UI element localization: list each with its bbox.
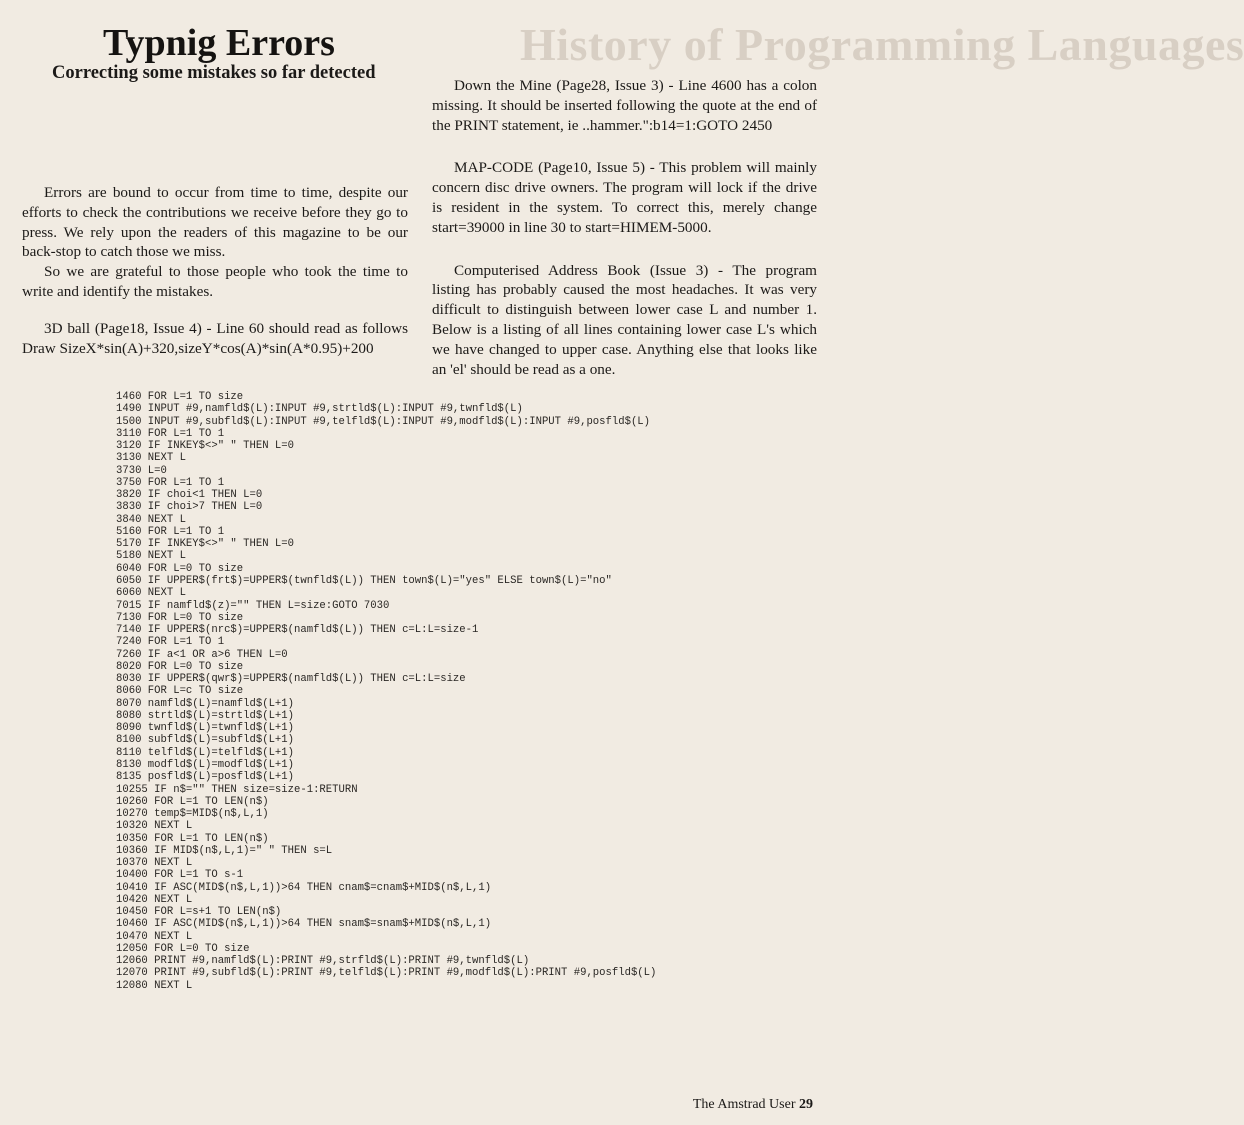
listing-line: 7240 FOR L=1 TO 1 bbox=[116, 636, 225, 649]
listing-line: 6040 FOR L=0 TO size bbox=[116, 562, 244, 575]
background-heading: History of Programming Languages bbox=[520, 19, 1244, 70]
listing-line: 8130 modfld$(L)=modfld$(L+1) bbox=[116, 758, 295, 771]
listing-line: 12050 FOR L=0 TO size bbox=[116, 942, 250, 955]
listing-line: 8090 twnfld$(L)=twnfld$(L+1) bbox=[116, 722, 295, 735]
listing-line: 5170 IF INKEY$<>" " THEN L=0 bbox=[116, 538, 295, 551]
listing-line: 3110 FOR L=1 TO 1 bbox=[116, 427, 225, 440]
listing-line: 1460 FOR L=1 TO size bbox=[116, 391, 244, 403]
listing-line: 10255 IF n$="" THEN size=size-1:RETURN bbox=[116, 783, 358, 796]
article-subtitle: Correcting some mistakes so far detected bbox=[52, 63, 376, 83]
listing-line: 1500 INPUT #9,subfld$(L):INPUT #9,telfld$(L):INPUT #9,modfld$(L):INPUT #9,posfld$(L) bbox=[116, 415, 651, 428]
listing-line: 10260 FOR L=1 TO LEN(n$) bbox=[116, 795, 269, 808]
listing-line: 8060 FOR L=c TO size bbox=[116, 685, 244, 698]
listing-line: 7015 IF namfld$(z)="" THEN L=size:GOTO 7030 bbox=[116, 599, 390, 612]
listing-line: 3120 IF INKEY$<>" " THEN L=0 bbox=[116, 440, 295, 453]
listing-line: 10370 NEXT L bbox=[116, 857, 193, 870]
listing-line: 12070 PRINT #9,subfld$(L):PRINT #9,telfld$(L):PRINT #9,modfld$(L):PRINT #9,posfld$(L) bbox=[116, 967, 657, 980]
listing-line: 3750 FOR L=1 TO 1 bbox=[116, 476, 225, 489]
listing-line: 10270 temp$=MID$(n$,L,1) bbox=[116, 808, 269, 821]
listing-line: 8100 subfld$(L)=subfld$(L+1) bbox=[116, 734, 295, 747]
program-listing bbox=[116, 391, 796, 992]
listing-line: 3730 L=0 bbox=[116, 464, 167, 477]
listing-line: 8135 posfld$(L)=posfld$(L+1) bbox=[116, 771, 295, 784]
listing-line: 3840 NEXT L bbox=[116, 513, 186, 526]
listing-line: 5160 FOR L=1 TO 1 bbox=[116, 525, 225, 538]
listing-line: 12080 NEXT L bbox=[116, 979, 193, 992]
listing-line: 8070 namfld$(L)=namfld$(L+1) bbox=[116, 697, 295, 710]
listing-line: 10320 NEXT L bbox=[116, 820, 193, 833]
listing-line: 8020 FOR L=0 TO size bbox=[116, 660, 244, 673]
paragraph-3d-ball: 3D ball (Page18, Issue 4) - Line 60 should read as follows Draw SizeX*sin(A)+320,sizeY*cos(A)*sin(A*0.95)+200 bbox=[22, 319, 408, 357]
listing-line: 6050 IF UPPER$(frt$)=UPPER$(twnfld$(L)) THEN town$(L)="yes" ELSE town$(L)="no" bbox=[116, 574, 612, 587]
left-column bbox=[22, 183, 408, 358]
paragraph-thanks: So we are grateful to those people who took the time to write and identify the mistakes. bbox=[22, 263, 408, 300]
listing-line: 5180 NEXT L bbox=[116, 550, 186, 563]
paragraph-address-book: Computerised Address Book (Issue 3) - The program listing has probably caused the most headaches. It was very difficult to distinguish between lower case L and number 1. Below is a listing of all lines containing lower case L's which we have changed to upper case. Anything else that looks like an 'el' should be read as a one. bbox=[432, 261, 817, 378]
listing-line: 3830 IF choi>7 THEN L=0 bbox=[116, 501, 263, 514]
magazine-name: The Amstrad User bbox=[692, 1097, 796, 1112]
listing-line: 10470 NEXT L bbox=[116, 930, 193, 943]
listing-line: 3130 NEXT L bbox=[116, 452, 186, 465]
page-footer bbox=[693, 1097, 813, 1113]
listing-line: 7130 FOR L=0 TO size bbox=[116, 611, 244, 624]
paragraph-intro: Errors are bound to occur from time to time, despite our efforts to check the contributions we receive before they go to press. We rely upon the readers of this magazine to be our back-stop to catch those we miss. bbox=[22, 184, 408, 261]
paragraph-down-the-mine: Down the Mine (Page28, Issue 3) - Line 4600 has a colon missing. It should be inserted following the quote at the end of the PRINT statement, ie ..hammer.":b14=1:GOTO 2450 bbox=[432, 77, 817, 134]
listing-line: 12060 PRINT #9,namfld$(L):PRINT #9,strfld$(L):PRINT #9,twnfld$(L) bbox=[116, 955, 530, 968]
paragraph-map-code: MAP-CODE (Page10, Issue 5) - This problem will mainly concern disc drive owners. The program will lock if the drive is resident in the system. To correct this, merely change start=39000 in line 30 to start=HIMEM-5000. bbox=[432, 159, 817, 236]
listing-line: 10400 FOR L=1 TO s-1 bbox=[116, 869, 244, 882]
listing-line: 7140 IF UPPER$(nrc$)=UPPER$(namfld$(L)) THEN c=L:L=size-1 bbox=[116, 624, 479, 637]
listing-line: 6060 NEXT L bbox=[116, 587, 186, 600]
listing-line: 3820 IF choi<1 THEN L=0 bbox=[116, 489, 263, 502]
listing-line: 8030 IF UPPER$(qwr$)=UPPER$(namfld$(L)) THEN c=L:L=size bbox=[116, 673, 466, 686]
listing-line: 10450 FOR L=s+1 TO LEN(n$) bbox=[116, 906, 282, 919]
listing-line: 10360 IF MID$(n$,L,1)=" " THEN s=L bbox=[116, 844, 333, 857]
listing-line: 8080 strtld$(L)=strtld$(L+1) bbox=[116, 709, 295, 722]
right-column bbox=[432, 76, 817, 379]
listing-line: 7260 IF a<1 OR a>6 THEN L=0 bbox=[116, 648, 288, 661]
listing-line: 10420 NEXT L bbox=[116, 893, 193, 906]
listing-line: 1490 INPUT #9,namfld$(L):INPUT #9,strtld$(L):INPUT #9,twnfld$(L) bbox=[116, 403, 523, 416]
listing-line: 10410 IF ASC(MID$(n$,L,1))>64 THEN cnam$=cnam$+MID$(n$,L,1) bbox=[116, 881, 492, 894]
article-title: Typnig Errors bbox=[103, 22, 335, 64]
listing-line: 10350 FOR L=1 TO LEN(n$) bbox=[116, 832, 269, 845]
listing-line: 10460 IF ASC(MID$(n$,L,1))>64 THEN snam$=snam$+MID$(n$,L,1) bbox=[116, 918, 492, 931]
listing-line: 8110 telfld$(L)=telfld$(L+1) bbox=[116, 746, 295, 759]
page-number: 29 bbox=[799, 1097, 813, 1112]
